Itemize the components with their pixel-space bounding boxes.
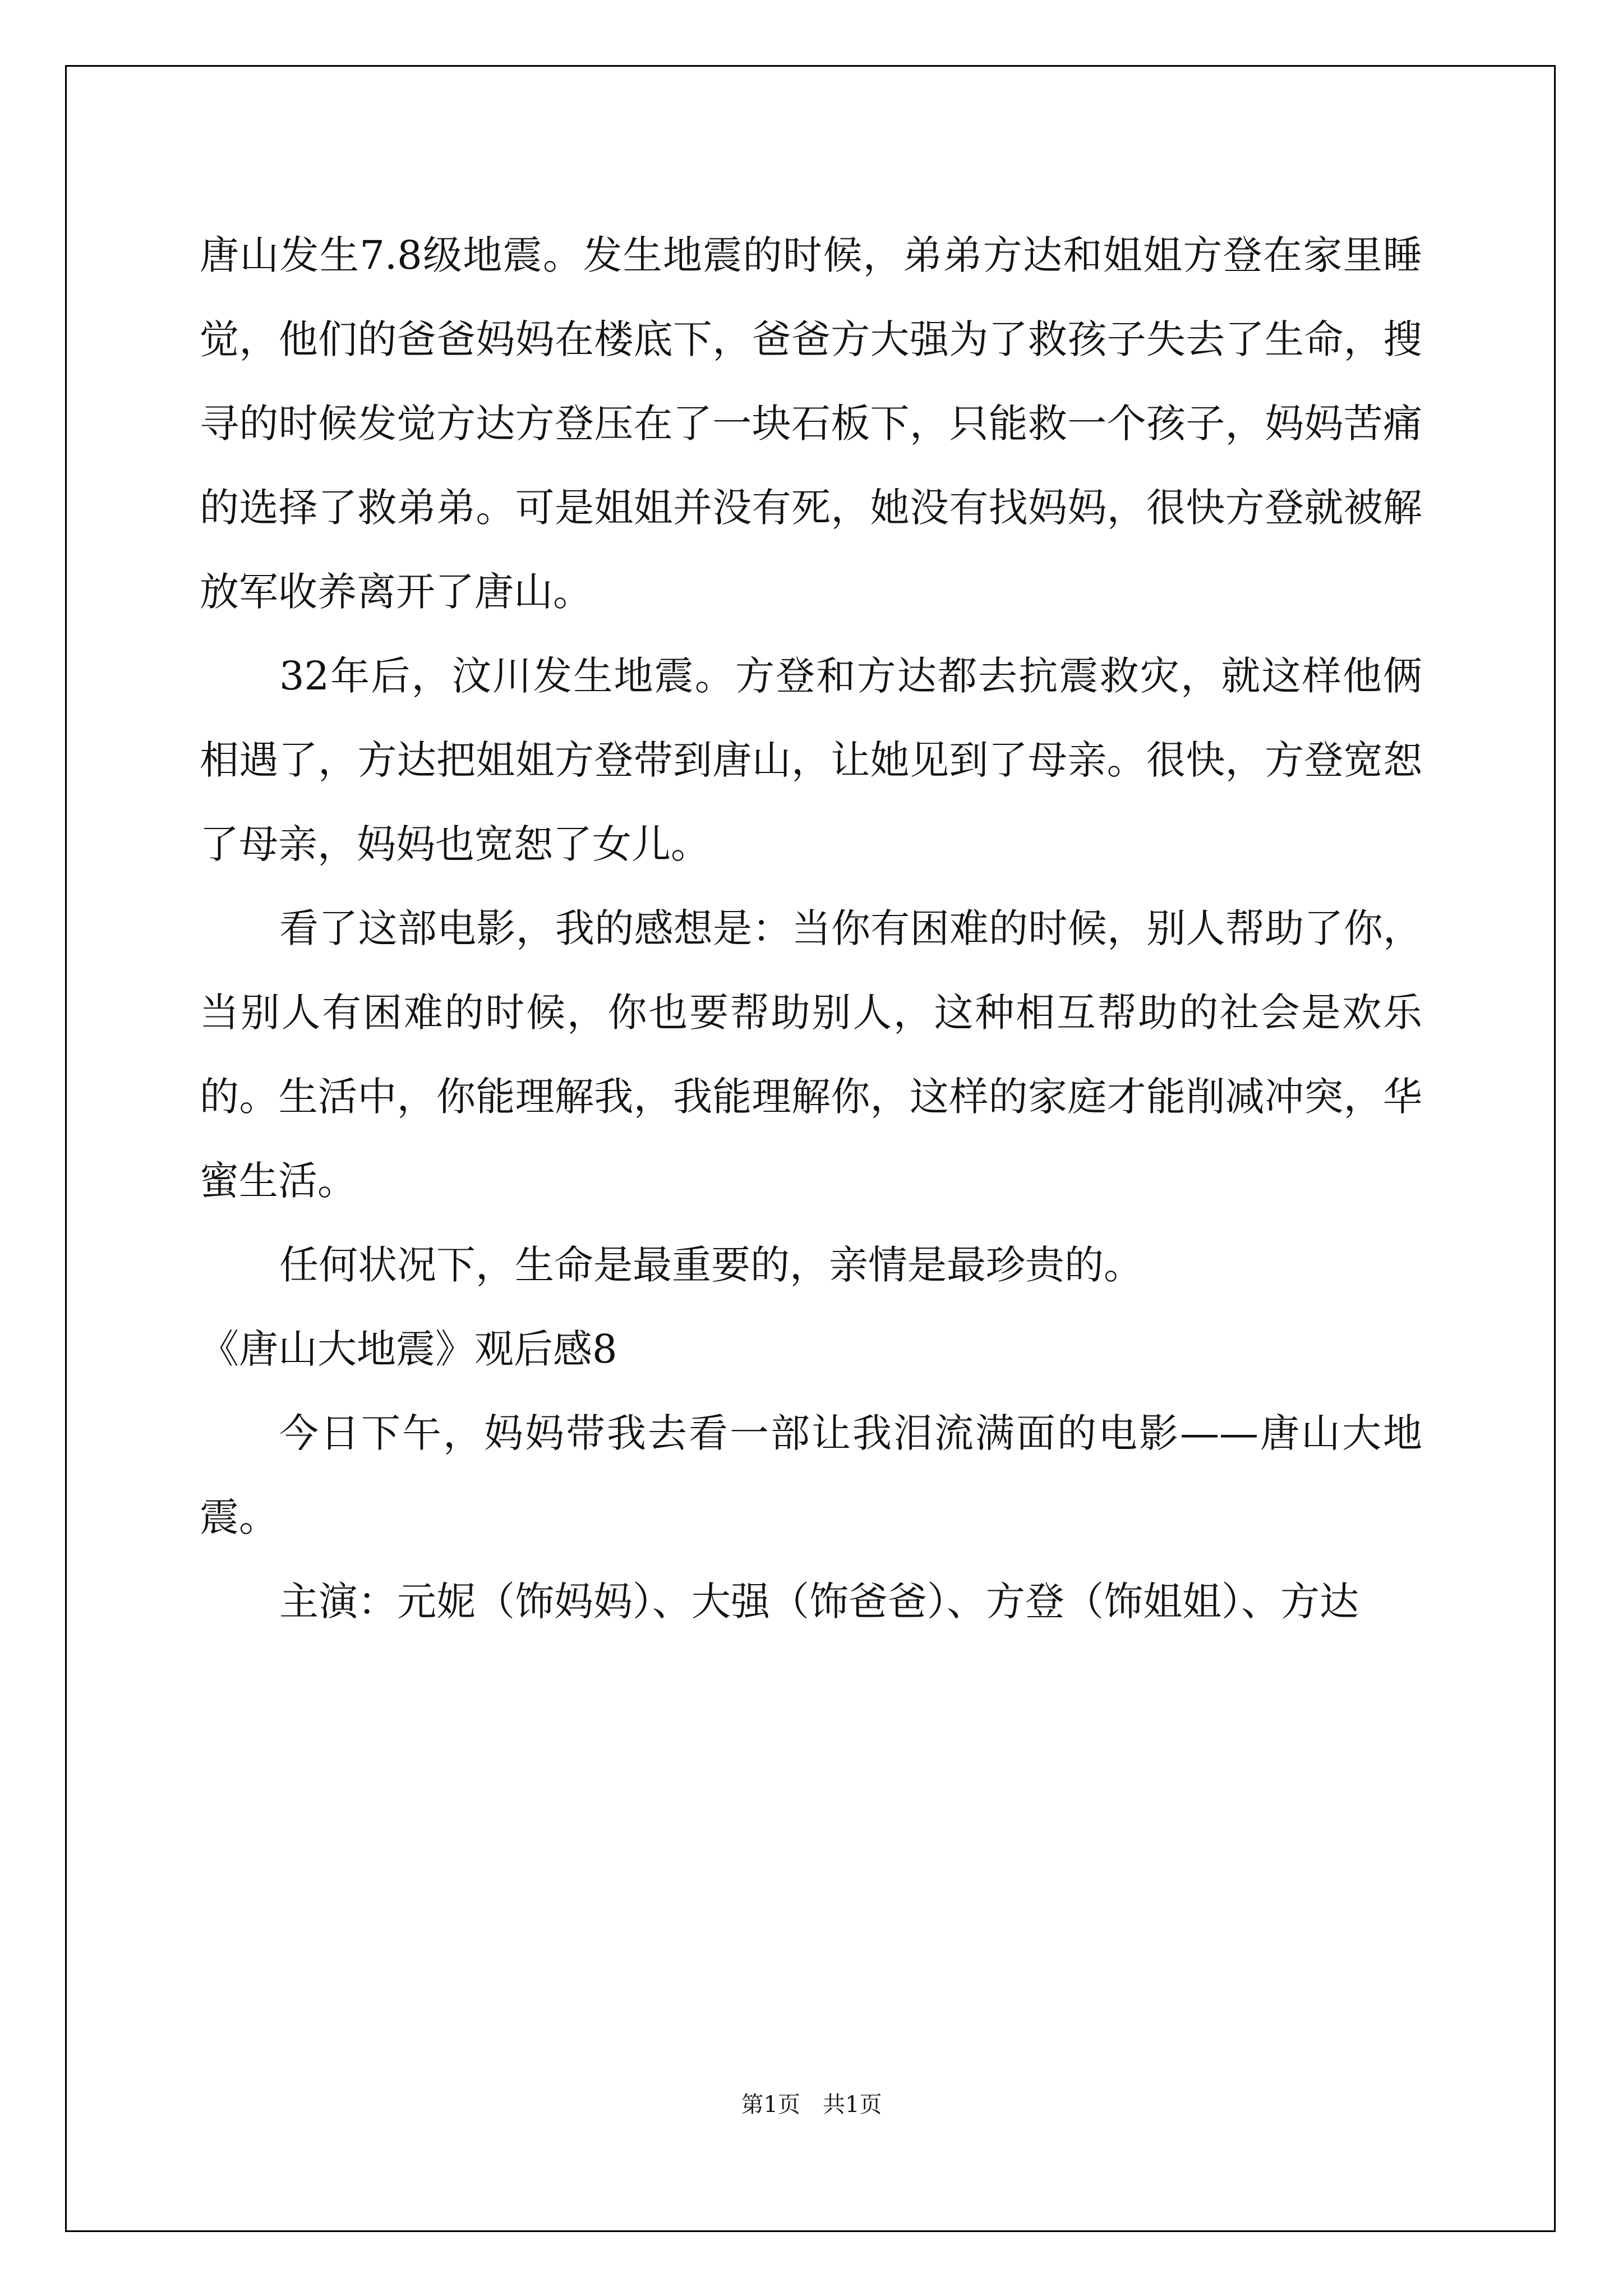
page-footer: 第1页 共1页 xyxy=(741,2092,882,2118)
paragraph: 32年后，汶川发生地震。方登和方达都去抗震救灾，就这样他俩相遇了，方达把姐姐方登带到唐山，让她见到了母亲。很快，方登宽恕了母亲，妈妈也宽恕了女儿。 xyxy=(200,653,1422,867)
paragraph: 看了这部电影，我的感想是：当你有困难的时候，别人帮助了你，当别人有困难的时候，你也要帮助别人，这种相互帮助的社会是欢乐的。生活中，你能理解我，我能理解你，这样的家庭才能削减冲突，华蜜生活。 xyxy=(200,905,1422,1204)
paragraph: 主演：元妮（饰妈妈）、大强（饰爸爸）、方登（饰姐姐）、方达 xyxy=(279,1579,1359,1625)
document-body xyxy=(200,213,1422,1644)
paragraph: 任何状况下，生命是最重要的，亲情是最珍贵的。 xyxy=(279,1242,1143,1288)
paragraph: 今日下午，妈妈带我去看一部让我泪流满面的电影——唐山大地震。 xyxy=(200,1410,1422,1540)
paragraph: 唐山发生7.8级地震。发生地震的时候，弟弟方达和姐姐方登在家里睡觉，他们的爸爸妈妈在楼底下，爸爸方大强为了救孩子失去了生命，搜寻的时候发觉方达方登压在了一块石板下，只能救一个孩子，妈妈苦痛的选择了救弟弟。可是姐姐并没有死，她没有找妈妈，很快方登就被解放军收养离开了唐山。 xyxy=(200,232,1422,615)
section-title: 《唐山大地震》观后感8 xyxy=(200,1326,617,1372)
